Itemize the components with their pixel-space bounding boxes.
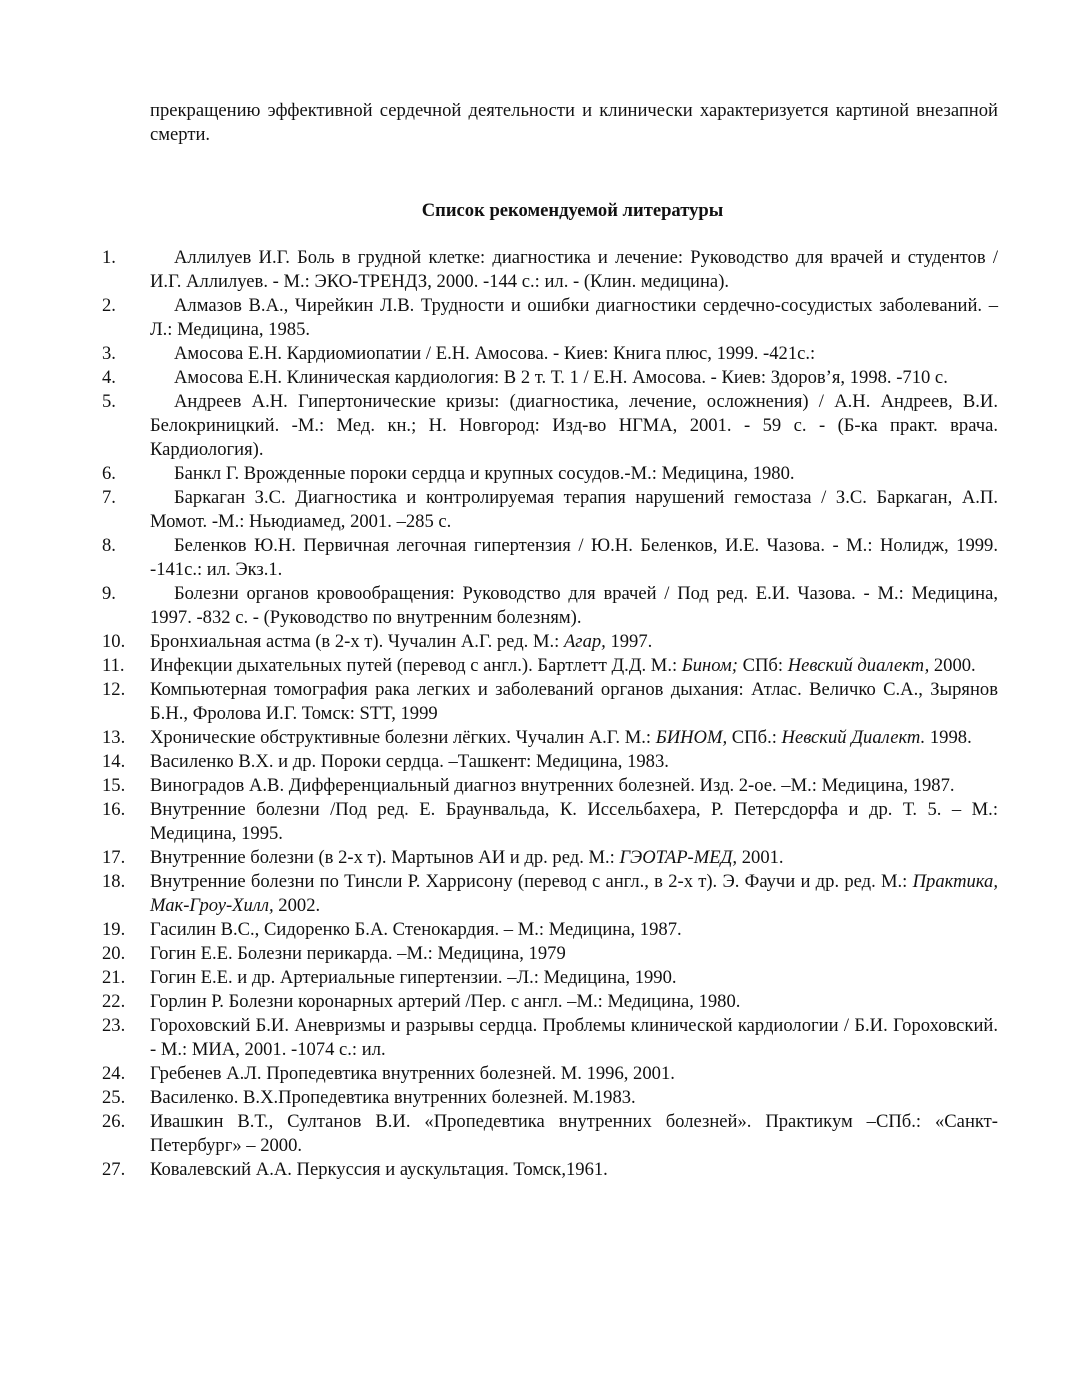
reference-item bbox=[0, 246, 1071, 294]
reference-number: 17. bbox=[102, 847, 126, 868]
reference-item bbox=[0, 1158, 1071, 1182]
reference-segment: Алмазов В.А., Чирейкин Л.В. Трудности и ошибки диагностики сердечно-сосудистых заболеваний. –Л.: Медицина, 1985. bbox=[150, 295, 998, 340]
reference-segment: 1997. bbox=[605, 631, 653, 652]
reference-segment: Ковалевский А.А. Перкуссия и аускультация. Томск,1961. bbox=[150, 1159, 608, 1180]
reference-segment: Ивашкин В.Т., Султанов В.И. «Пропедевтика внутренних болезней». Практикум –СПб.: «Санкт-Петербург» – 2000. bbox=[150, 1111, 998, 1156]
reference-item bbox=[0, 750, 1071, 774]
reference-number: 24. bbox=[102, 1063, 126, 1084]
reference-text bbox=[150, 582, 998, 630]
reference-text bbox=[150, 750, 998, 774]
reference-text bbox=[150, 1062, 998, 1086]
reference-text bbox=[150, 294, 998, 342]
reference-segment: Гогин Е.Е. и др. Артериальные гипертензии. –Л.: Медицина, 1990. bbox=[150, 967, 677, 988]
reference-text bbox=[150, 846, 998, 870]
reference-item bbox=[0, 798, 1071, 846]
reference-number: 5. bbox=[102, 391, 116, 412]
reference-italic-segment: БИНОМ, bbox=[655, 727, 728, 748]
reference-number: 20. bbox=[102, 943, 126, 964]
reference-item bbox=[0, 1062, 1071, 1086]
reference-number: 19. bbox=[102, 919, 126, 940]
reference-segment: Гребенев А.Л. Пропедевтика внутренних болезней. М. 1996, 2001. bbox=[150, 1063, 675, 1084]
reference-segment: Василенко. В.Х.Пропедевтика внутренних болезней. М.1983. bbox=[150, 1087, 636, 1108]
reference-text bbox=[150, 966, 998, 990]
reference-italic-segment: Практика, Мак-Гроу-Хилл, bbox=[150, 871, 998, 916]
reference-item bbox=[0, 342, 1071, 366]
reference-item bbox=[0, 846, 1071, 870]
reference-text bbox=[150, 726, 998, 750]
reference-item bbox=[0, 678, 1071, 726]
reference-italic-segment: Бином; bbox=[681, 655, 738, 676]
reference-item bbox=[0, 1014, 1071, 1062]
reference-text bbox=[150, 870, 998, 918]
reference-text bbox=[150, 534, 998, 582]
reference-number: 23. bbox=[102, 1015, 126, 1036]
reference-text bbox=[150, 1158, 998, 1182]
reference-segment: Виноградов А.В. Дифференциальный диагноз внутренних болезней. Изд. 2-ое. –М.: Медицина, 1987. bbox=[150, 775, 955, 796]
reference-segment: Андреев А.Н. Гипертонические кризы: (диагностика, лечение, осложнения) / А.Н. Андреев, В.И. Белокриницкий. -М.: Мед. кн.; Н. Новгород: Изд-во НГМА, 2001. - 59 с. - (Б-ка практ. врача. Кардиология). bbox=[150, 391, 998, 460]
reference-text bbox=[150, 462, 998, 486]
reference-number: 8. bbox=[102, 535, 116, 556]
reference-segment: Гасилин В.С., Сидоренко Б.А. Стенокардия. – М.: Медицина, 1987. bbox=[150, 919, 682, 940]
reference-number: 26. bbox=[102, 1111, 126, 1132]
reference-item bbox=[0, 654, 1071, 678]
intro-paragraph: прекращению эффективной сердечной деятельности и клинически характеризуется картиной внезапной смерти. bbox=[150, 100, 998, 145]
reference-segment: Болезни органов кровообращения: Руководство для врачей / Под ред. Е.И. Чазова. - М.: Медицина, 1997. -832 с. - (Руководство по внутренним болезням). bbox=[150, 583, 998, 628]
reference-text bbox=[150, 630, 998, 654]
reference-item bbox=[0, 942, 1071, 966]
reference-item bbox=[0, 1086, 1071, 1110]
reference-segment: Хронические обструктивные болезни лёгких. Чучалин А.Г. М.: bbox=[150, 727, 656, 748]
reference-text bbox=[150, 798, 998, 846]
reference-number: 13. bbox=[102, 727, 126, 748]
reference-number: 11. bbox=[102, 655, 125, 676]
reference-item bbox=[0, 966, 1071, 990]
reference-segment: Горлин Р. Болезни коронарных артерий /Пер. с англ. –М.: Медицина, 1980. bbox=[150, 991, 741, 1012]
reference-text bbox=[150, 990, 998, 1014]
reference-text bbox=[150, 654, 998, 678]
reference-text bbox=[150, 774, 998, 798]
reference-item bbox=[0, 390, 1071, 462]
reference-text bbox=[150, 942, 998, 966]
reference-item bbox=[0, 774, 1071, 798]
reference-number: 14. bbox=[102, 751, 126, 772]
reference-item bbox=[0, 462, 1071, 486]
reference-segment: Внутренние болезни (в 2-х т). Мартынов АИ и др. ред. М.: bbox=[150, 847, 620, 868]
reference-number: 16. bbox=[102, 799, 126, 820]
reference-text bbox=[150, 486, 998, 534]
reference-number: 1. bbox=[102, 247, 116, 268]
reference-text bbox=[150, 246, 998, 294]
reference-segment: Банкл Г. Врожденные пороки сердца и крупных сосудов.-М.: Медицина, 1980. bbox=[174, 463, 795, 484]
reference-number: 27. bbox=[102, 1159, 126, 1180]
reference-number: 7. bbox=[102, 487, 116, 508]
reference-italic-segment: Невский Диалект. bbox=[781, 727, 926, 748]
reference-italic-segment: Невский диалект, bbox=[787, 655, 930, 676]
reference-segment: 1998. bbox=[925, 727, 972, 748]
reference-number: 12. bbox=[102, 679, 126, 700]
reference-text bbox=[150, 342, 998, 366]
reference-segment: Василенко В.Х. и др. Пороки сердца. –Ташкент: Медицина, 1983. bbox=[150, 751, 669, 772]
section-heading: Список рекомендуемой литературы bbox=[421, 200, 724, 221]
reference-segment: Внутренние болезни /Под ред. Е. Браунвальда, К. Иссельбахера, Р. Петерсдорфа и др. Т. 5. – М.: Медицина, 1995. bbox=[150, 799, 998, 844]
reference-segment: СПб: bbox=[737, 655, 788, 676]
reference-item bbox=[0, 486, 1071, 534]
reference-number: 3. bbox=[102, 343, 116, 364]
reference-italic-segment: ГЭОТАР-МЕД, bbox=[619, 847, 738, 868]
reference-segment: Баркаган З.С. Диагностика и контролируемая терапия нарушений гемостаза / З.С. Баркаган, А.П. Момот. -М.: Ньюдиамед, 2001. –285 с. bbox=[150, 487, 998, 532]
reference-number: 21. bbox=[102, 967, 126, 988]
reference-number: 25. bbox=[102, 1087, 126, 1108]
reference-item bbox=[0, 294, 1071, 342]
reference-segment: Аллилуев И.Г. Боль в грудной клетке: диагностика и лечение: Руководство для врачей и студентов / И.Г. Аллилуев. - М.: ЭКО-ТРЕНДЗ, 2000. -144 с.: ил. - (Клин. медицина). bbox=[150, 247, 998, 292]
reference-list bbox=[0, 246, 1071, 1182]
reference-text bbox=[150, 1086, 998, 1110]
reference-item bbox=[0, 630, 1071, 654]
reference-segment: Гороховский Б.И. Аневризмы и разрывы сердца. Проблемы клинической кардиологии / Б.И. Гороховский. - М.: МИА, 2001. -1074 с.: ил. bbox=[150, 1015, 998, 1060]
reference-segment: 2000. bbox=[929, 655, 976, 676]
reference-italic-segment: Агар, bbox=[563, 631, 606, 652]
reference-item bbox=[0, 366, 1071, 390]
reference-text bbox=[150, 366, 998, 390]
reference-item bbox=[0, 582, 1071, 630]
reference-text bbox=[150, 390, 998, 462]
reference-segment: СПб.: bbox=[727, 727, 782, 748]
reference-text bbox=[150, 678, 998, 726]
reference-segment: 2002. bbox=[273, 895, 321, 916]
reference-segment: 2001. bbox=[737, 847, 784, 868]
reference-segment: Гогин Е.Е. Болезни перикарда. –М.: Медицина, 1979 bbox=[150, 943, 566, 964]
reference-item bbox=[0, 726, 1071, 750]
reference-segment: Амосова Е.Н. Клиническая кардиология: В 2 т. Т. 1 / Е.Н. Амосова. - Киев: Здоров’я, 1998. -710 с. bbox=[174, 367, 948, 388]
reference-segment: Амосова Е.Н. Кардиомиопатии / Е.Н. Амосова. - Киев: Книга плюс, 1999. -421с.: bbox=[174, 343, 816, 364]
reference-item bbox=[0, 918, 1071, 942]
reference-text bbox=[150, 1110, 998, 1158]
reference-segment: Беленков Ю.Н. Первичная легочная гипертензия / Ю.Н. Беленков, И.Е. Чазова. - М.: Нолидж, 1999. -141с.: ил. Экз.1. bbox=[150, 535, 998, 580]
reference-number: 2. bbox=[102, 295, 116, 316]
reference-item bbox=[0, 534, 1071, 582]
reference-segment: Внутренние болезни по Тинсли Р. Харрисону (перевод с англ., в 2-х т). Э. Фаучи и др. ред. М.: bbox=[150, 871, 913, 892]
reference-item bbox=[0, 990, 1071, 1014]
reference-text bbox=[150, 1014, 998, 1062]
reference-number: 9. bbox=[102, 583, 116, 604]
reference-item bbox=[0, 1110, 1071, 1158]
reference-segment: Компьютерная томография рака легких и заболеваний органов дыхания: Атлас. Величко С.А., Зырянов Б.Н., Фролова И.Г. Томск: STT, 1999 bbox=[150, 679, 998, 724]
reference-number: 4. bbox=[102, 367, 116, 388]
reference-number: 22. bbox=[102, 991, 126, 1012]
reference-number: 10. bbox=[102, 631, 126, 652]
reference-item bbox=[0, 870, 1071, 918]
reference-number: 6. bbox=[102, 463, 116, 484]
reference-segment: Инфекции дыхательных путей (перевод с англ.). Бартлетт Д.Д. М.: bbox=[150, 655, 682, 676]
reference-number: 15. bbox=[102, 775, 126, 796]
reference-segment: Бронхиальная астма (в 2-х т). Чучалин А.Г. ред. М.: bbox=[150, 631, 564, 652]
reference-number: 18. bbox=[102, 871, 126, 892]
reference-text bbox=[150, 918, 998, 942]
